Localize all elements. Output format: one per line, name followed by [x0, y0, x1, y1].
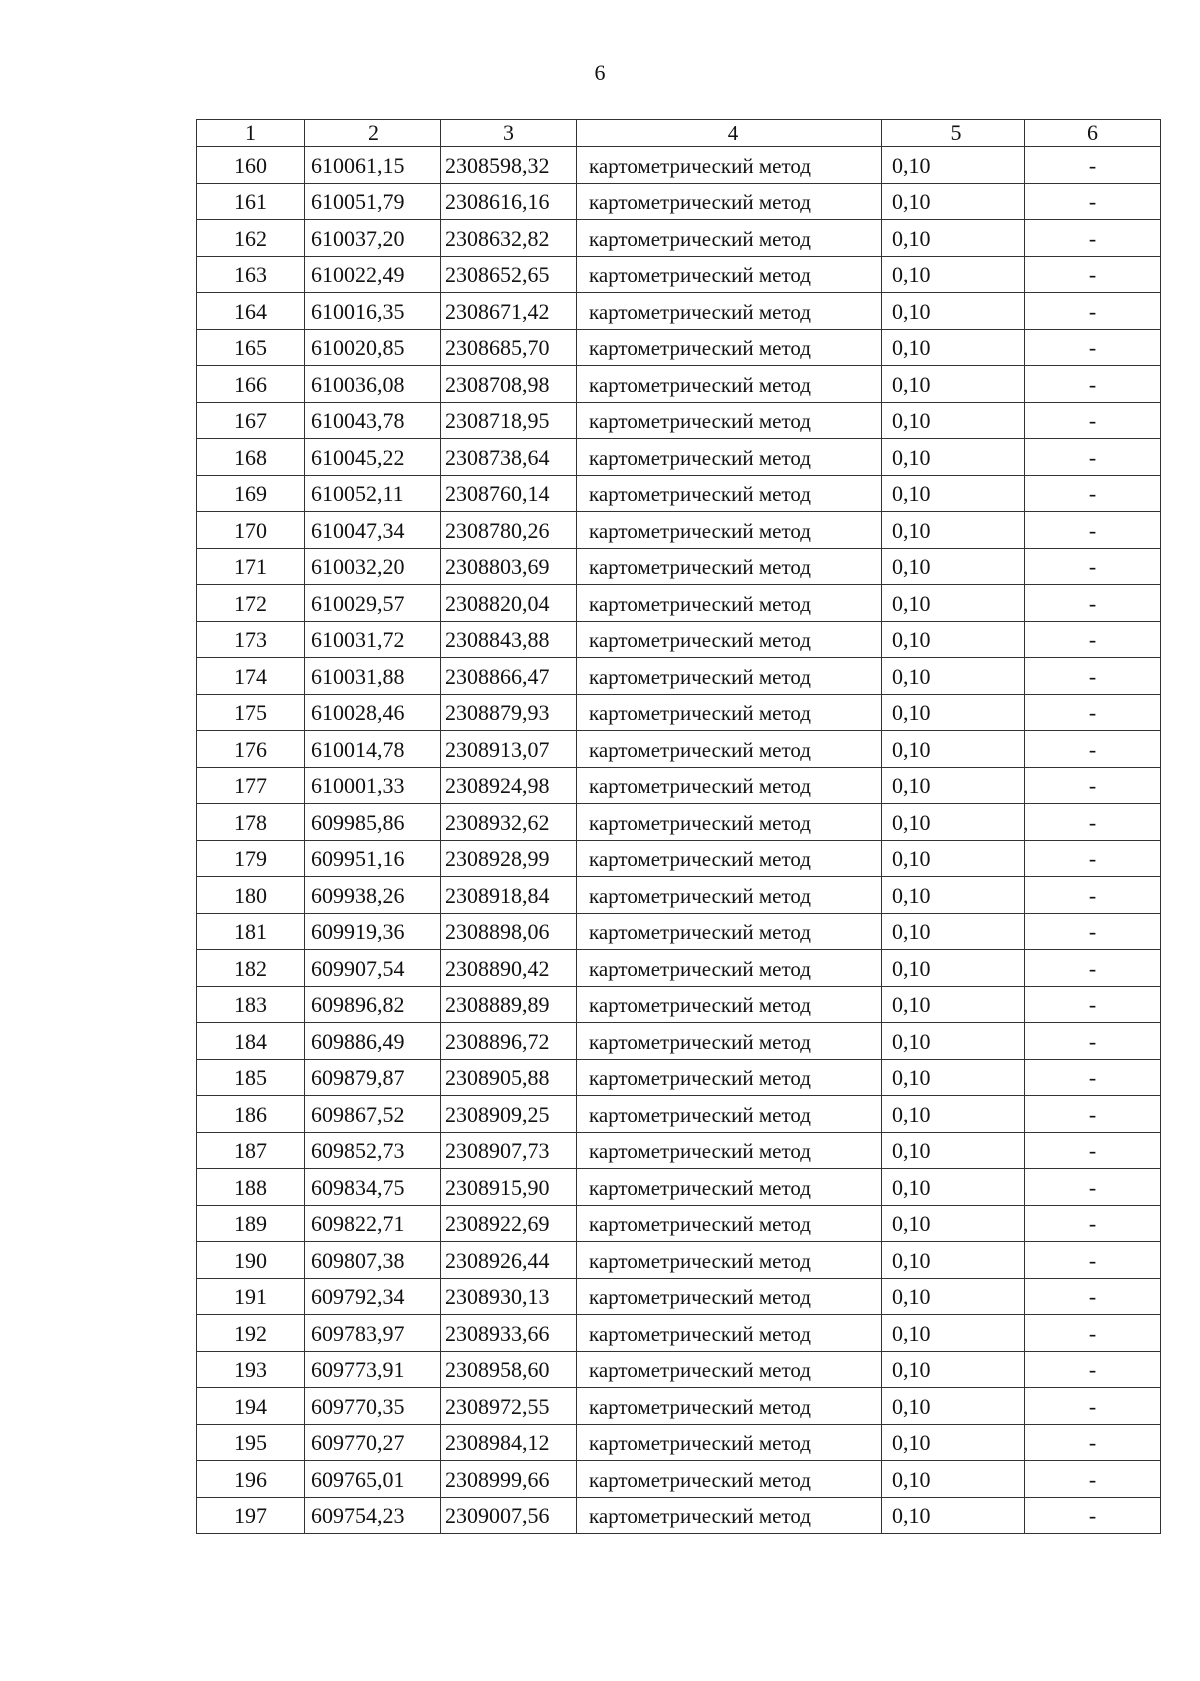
method-cell: картометрический метод — [577, 1424, 882, 1461]
accuracy-cell: 0,10 — [882, 402, 1025, 439]
point-number-cell: 184 — [197, 1023, 305, 1060]
accuracy-cell: 0,10 — [882, 1424, 1025, 1461]
description-cell: - — [1025, 1497, 1161, 1534]
accuracy-cell: 0,10 — [882, 293, 1025, 330]
accuracy-cell: 0,10 — [882, 913, 1025, 950]
method-cell: картометрический метод — [577, 621, 882, 658]
x-coordinate-cell: 609754,23 — [305, 1497, 441, 1534]
accuracy-cell: 0,10 — [882, 804, 1025, 841]
y-coordinate-cell: 2308866,47 — [441, 658, 577, 695]
method-cell: картометрический метод — [577, 1388, 882, 1425]
table-row — [197, 694, 1161, 731]
table-row — [197, 475, 1161, 512]
point-number-cell: 195 — [197, 1424, 305, 1461]
y-coordinate-cell: 2308913,07 — [441, 731, 577, 768]
method-cell: картометрический метод — [577, 402, 882, 439]
method-cell: картометрический метод — [577, 840, 882, 877]
y-coordinate-cell: 2308922,69 — [441, 1205, 577, 1242]
method-cell: картометрический метод — [577, 512, 882, 549]
point-number-cell: 171 — [197, 548, 305, 585]
description-cell: - — [1025, 877, 1161, 914]
point-number-cell: 179 — [197, 840, 305, 877]
x-coordinate-cell: 610051,79 — [305, 183, 441, 220]
description-cell: - — [1025, 621, 1161, 658]
accuracy-cell: 0,10 — [882, 986, 1025, 1023]
y-coordinate-cell: 2308898,06 — [441, 913, 577, 950]
x-coordinate-cell: 610036,08 — [305, 366, 441, 403]
y-coordinate-cell: 2308652,65 — [441, 256, 577, 293]
x-coordinate-cell: 609834,75 — [305, 1169, 441, 1206]
table-row — [197, 329, 1161, 366]
method-cell: картометрический метод — [577, 439, 882, 476]
table-row — [197, 293, 1161, 330]
table-row — [197, 1096, 1161, 1133]
y-coordinate-cell: 2308708,98 — [441, 366, 577, 403]
point-number-cell: 169 — [197, 475, 305, 512]
method-cell: картометрический метод — [577, 950, 882, 987]
x-coordinate-cell: 610020,85 — [305, 329, 441, 366]
point-number-cell: 189 — [197, 1205, 305, 1242]
table-row — [197, 877, 1161, 914]
table-row — [197, 840, 1161, 877]
method-cell: картометрический метод — [577, 1132, 882, 1169]
table-row — [197, 913, 1161, 950]
table-row — [197, 1205, 1161, 1242]
table-row — [197, 658, 1161, 695]
x-coordinate-cell: 609773,91 — [305, 1351, 441, 1388]
y-coordinate-cell: 2308972,55 — [441, 1388, 577, 1425]
y-coordinate-cell: 2308930,13 — [441, 1278, 577, 1315]
method-cell: картометрический метод — [577, 1096, 882, 1133]
x-coordinate-cell: 610052,11 — [305, 475, 441, 512]
y-coordinate-cell: 2308928,99 — [441, 840, 577, 877]
description-cell: - — [1025, 475, 1161, 512]
point-number-cell: 188 — [197, 1169, 305, 1206]
y-coordinate-cell: 2308890,42 — [441, 950, 577, 987]
x-coordinate-cell: 609867,52 — [305, 1096, 441, 1133]
method-cell: картометрический метод — [577, 731, 882, 768]
x-coordinate-cell: 610022,49 — [305, 256, 441, 293]
y-coordinate-cell: 2308999,66 — [441, 1461, 577, 1498]
y-coordinate-cell: 2308924,98 — [441, 767, 577, 804]
point-number-cell: 194 — [197, 1388, 305, 1425]
description-cell: - — [1025, 913, 1161, 950]
point-number-cell: 174 — [197, 658, 305, 695]
y-coordinate-cell: 2308896,72 — [441, 1023, 577, 1060]
point-number-cell: 162 — [197, 220, 305, 257]
point-number-cell: 182 — [197, 950, 305, 987]
accuracy-cell: 0,10 — [882, 366, 1025, 403]
table-row — [197, 1497, 1161, 1534]
accuracy-cell: 0,10 — [882, 1278, 1025, 1315]
method-cell: картометрический метод — [577, 986, 882, 1023]
x-coordinate-cell: 609770,27 — [305, 1424, 441, 1461]
table-header-row — [197, 120, 1161, 147]
x-coordinate-cell: 609822,71 — [305, 1205, 441, 1242]
description-cell: - — [1025, 840, 1161, 877]
description-cell: - — [1025, 439, 1161, 476]
accuracy-cell: 0,10 — [882, 1023, 1025, 1060]
x-coordinate-cell: 609852,73 — [305, 1132, 441, 1169]
description-cell: - — [1025, 694, 1161, 731]
y-coordinate-cell: 2308909,25 — [441, 1096, 577, 1133]
point-number-cell: 161 — [197, 183, 305, 220]
y-coordinate-cell: 2308616,16 — [441, 183, 577, 220]
accuracy-cell: 0,10 — [882, 1242, 1025, 1279]
method-cell: картометрический метод — [577, 475, 882, 512]
x-coordinate-cell: 609792,34 — [305, 1278, 441, 1315]
method-cell: картометрический метод — [577, 1315, 882, 1352]
accuracy-cell: 0,10 — [882, 694, 1025, 731]
point-number-cell: 164 — [197, 293, 305, 330]
x-coordinate-cell: 609938,26 — [305, 877, 441, 914]
y-coordinate-cell: 2308760,14 — [441, 475, 577, 512]
point-number-cell: 185 — [197, 1059, 305, 1096]
method-cell: картометрический метод — [577, 767, 882, 804]
description-cell: - — [1025, 1351, 1161, 1388]
description-cell: - — [1025, 1388, 1161, 1425]
table-row — [197, 621, 1161, 658]
method-cell: картометрический метод — [577, 147, 882, 184]
description-cell: - — [1025, 1278, 1161, 1315]
accuracy-cell: 0,10 — [882, 840, 1025, 877]
y-coordinate-cell: 2308803,69 — [441, 548, 577, 585]
coordinates-table — [196, 119, 1161, 1534]
description-cell: - — [1025, 512, 1161, 549]
method-cell: картометрический метод — [577, 1242, 882, 1279]
accuracy-cell: 0,10 — [882, 439, 1025, 476]
method-cell: картометрический метод — [577, 220, 882, 257]
description-cell: - — [1025, 1461, 1161, 1498]
point-number-cell: 175 — [197, 694, 305, 731]
table-row — [197, 1169, 1161, 1206]
accuracy-cell: 0,10 — [882, 220, 1025, 257]
y-coordinate-cell: 2308843,88 — [441, 621, 577, 658]
x-coordinate-cell: 610028,46 — [305, 694, 441, 731]
method-cell: картометрический метод — [577, 1169, 882, 1206]
y-coordinate-cell: 2308685,70 — [441, 329, 577, 366]
method-cell: картометрический метод — [577, 694, 882, 731]
accuracy-cell: 0,10 — [882, 621, 1025, 658]
point-number-cell: 166 — [197, 366, 305, 403]
table-row — [197, 1461, 1161, 1498]
point-number-cell: 165 — [197, 329, 305, 366]
table-row — [197, 986, 1161, 1023]
description-cell: - — [1025, 256, 1161, 293]
description-cell: - — [1025, 147, 1161, 184]
description-cell: - — [1025, 731, 1161, 768]
x-coordinate-cell: 610061,15 — [305, 147, 441, 184]
description-cell: - — [1025, 658, 1161, 695]
table-row — [197, 548, 1161, 585]
y-coordinate-cell: 2308932,62 — [441, 804, 577, 841]
x-coordinate-cell: 609765,01 — [305, 1461, 441, 1498]
y-coordinate-cell: 2308907,73 — [441, 1132, 577, 1169]
method-cell: картометрический метод — [577, 1497, 882, 1534]
point-number-cell: 183 — [197, 986, 305, 1023]
method-cell: картометрический метод — [577, 1278, 882, 1315]
x-coordinate-cell: 609886,49 — [305, 1023, 441, 1060]
y-coordinate-cell: 2308933,66 — [441, 1315, 577, 1352]
table-row — [197, 439, 1161, 476]
description-cell: - — [1025, 402, 1161, 439]
header-cell-4: 4 — [577, 120, 882, 147]
table-row — [197, 1424, 1161, 1461]
table-row — [197, 585, 1161, 622]
method-cell: картометрический метод — [577, 366, 882, 403]
method-cell: картометрический метод — [577, 183, 882, 220]
y-coordinate-cell: 2308918,84 — [441, 877, 577, 914]
method-cell: картометрический метод — [577, 877, 882, 914]
description-cell: - — [1025, 585, 1161, 622]
method-cell: картометрический метод — [577, 1351, 882, 1388]
header-cell-1: 1 — [197, 120, 305, 147]
x-coordinate-cell: 609985,86 — [305, 804, 441, 841]
x-coordinate-cell: 609907,54 — [305, 950, 441, 987]
x-coordinate-cell: 609807,38 — [305, 1242, 441, 1279]
point-number-cell: 192 — [197, 1315, 305, 1352]
point-number-cell: 196 — [197, 1461, 305, 1498]
point-number-cell: 193 — [197, 1351, 305, 1388]
table-row — [197, 767, 1161, 804]
accuracy-cell: 0,10 — [882, 1461, 1025, 1498]
point-number-cell: 180 — [197, 877, 305, 914]
header-cell-2: 2 — [305, 120, 441, 147]
table-row — [197, 1023, 1161, 1060]
accuracy-cell: 0,10 — [882, 1315, 1025, 1352]
description-cell: - — [1025, 950, 1161, 987]
point-number-cell: 187 — [197, 1132, 305, 1169]
accuracy-cell: 0,10 — [882, 1132, 1025, 1169]
table-row — [197, 1132, 1161, 1169]
y-coordinate-cell: 2308958,60 — [441, 1351, 577, 1388]
x-coordinate-cell: 610031,72 — [305, 621, 441, 658]
x-coordinate-cell: 609951,16 — [305, 840, 441, 877]
point-number-cell: 167 — [197, 402, 305, 439]
y-coordinate-cell: 2308915,90 — [441, 1169, 577, 1206]
description-cell: - — [1025, 986, 1161, 1023]
y-coordinate-cell: 2308905,88 — [441, 1059, 577, 1096]
point-number-cell: 172 — [197, 585, 305, 622]
accuracy-cell: 0,10 — [882, 512, 1025, 549]
method-cell: картометрический метод — [577, 256, 882, 293]
y-coordinate-cell: 2308632,82 — [441, 220, 577, 257]
accuracy-cell: 0,10 — [882, 147, 1025, 184]
x-coordinate-cell: 610037,20 — [305, 220, 441, 257]
table-row — [197, 950, 1161, 987]
method-cell: картометрический метод — [577, 1205, 882, 1242]
x-coordinate-cell: 610043,78 — [305, 402, 441, 439]
description-cell: - — [1025, 1315, 1161, 1352]
y-coordinate-cell: 2308780,26 — [441, 512, 577, 549]
x-coordinate-cell: 609879,87 — [305, 1059, 441, 1096]
description-cell: - — [1025, 1205, 1161, 1242]
accuracy-cell: 0,10 — [882, 183, 1025, 220]
x-coordinate-cell: 609919,36 — [305, 913, 441, 950]
accuracy-cell: 0,10 — [882, 950, 1025, 987]
description-cell: - — [1025, 1059, 1161, 1096]
method-cell: картометрический метод — [577, 658, 882, 695]
y-coordinate-cell: 2308889,89 — [441, 986, 577, 1023]
method-cell: картометрический метод — [577, 1059, 882, 1096]
table-row — [197, 1059, 1161, 1096]
method-cell: картометрический метод — [577, 1461, 882, 1498]
description-cell: - — [1025, 1424, 1161, 1461]
method-cell: картометрический метод — [577, 293, 882, 330]
point-number-cell: 173 — [197, 621, 305, 658]
description-cell: - — [1025, 1023, 1161, 1060]
header-cell-6: 6 — [1025, 120, 1161, 147]
accuracy-cell: 0,10 — [882, 1351, 1025, 1388]
accuracy-cell: 0,10 — [882, 877, 1025, 914]
x-coordinate-cell: 610047,34 — [305, 512, 441, 549]
point-number-cell: 170 — [197, 512, 305, 549]
method-cell: картометрический метод — [577, 585, 882, 622]
point-number-cell: 186 — [197, 1096, 305, 1133]
accuracy-cell: 0,10 — [882, 256, 1025, 293]
y-coordinate-cell: 2308598,32 — [441, 147, 577, 184]
y-coordinate-cell: 2308820,04 — [441, 585, 577, 622]
method-cell: картометрический метод — [577, 1023, 882, 1060]
point-number-cell: 197 — [197, 1497, 305, 1534]
accuracy-cell: 0,10 — [882, 1096, 1025, 1133]
accuracy-cell: 0,10 — [882, 475, 1025, 512]
point-number-cell: 160 — [197, 147, 305, 184]
description-cell: - — [1025, 804, 1161, 841]
description-cell: - — [1025, 1132, 1161, 1169]
table-row — [197, 1278, 1161, 1315]
table-row — [197, 183, 1161, 220]
accuracy-cell: 0,10 — [882, 767, 1025, 804]
table-row — [197, 256, 1161, 293]
accuracy-cell: 0,10 — [882, 731, 1025, 768]
description-cell: - — [1025, 329, 1161, 366]
description-cell: - — [1025, 1242, 1161, 1279]
method-cell: картометрический метод — [577, 548, 882, 585]
x-coordinate-cell: 609896,82 — [305, 986, 441, 1023]
description-cell: - — [1025, 548, 1161, 585]
point-number-cell: 191 — [197, 1278, 305, 1315]
point-number-cell: 178 — [197, 804, 305, 841]
header-cell-5: 5 — [882, 120, 1025, 147]
y-coordinate-cell: 2308738,64 — [441, 439, 577, 476]
y-coordinate-cell: 2308926,44 — [441, 1242, 577, 1279]
description-cell: - — [1025, 183, 1161, 220]
header-cell-3: 3 — [441, 120, 577, 147]
table-row — [197, 731, 1161, 768]
table-row — [197, 366, 1161, 403]
table-row — [197, 512, 1161, 549]
table-row — [197, 147, 1161, 184]
point-number-cell: 181 — [197, 913, 305, 950]
accuracy-cell: 0,10 — [882, 1059, 1025, 1096]
y-coordinate-cell: 2308671,42 — [441, 293, 577, 330]
y-coordinate-cell: 2308718,95 — [441, 402, 577, 439]
table-row — [197, 1242, 1161, 1279]
x-coordinate-cell: 609770,35 — [305, 1388, 441, 1425]
y-coordinate-cell: 2308984,12 — [441, 1424, 577, 1461]
x-coordinate-cell: 610016,35 — [305, 293, 441, 330]
x-coordinate-cell: 609783,97 — [305, 1315, 441, 1352]
x-coordinate-cell: 610001,33 — [305, 767, 441, 804]
table-row — [197, 1315, 1161, 1352]
point-number-cell: 168 — [197, 439, 305, 476]
table-row — [197, 402, 1161, 439]
x-coordinate-cell: 610029,57 — [305, 585, 441, 622]
table-row — [197, 804, 1161, 841]
x-coordinate-cell: 610031,88 — [305, 658, 441, 695]
x-coordinate-cell: 610014,78 — [305, 731, 441, 768]
point-number-cell: 176 — [197, 731, 305, 768]
page-number: 6 — [594, 60, 606, 85]
accuracy-cell: 0,10 — [882, 1497, 1025, 1534]
accuracy-cell: 0,10 — [882, 1205, 1025, 1242]
x-coordinate-cell: 610045,22 — [305, 439, 441, 476]
accuracy-cell: 0,10 — [882, 1169, 1025, 1206]
accuracy-cell: 0,10 — [882, 658, 1025, 695]
accuracy-cell: 0,10 — [882, 1388, 1025, 1425]
accuracy-cell: 0,10 — [882, 548, 1025, 585]
description-cell: - — [1025, 366, 1161, 403]
description-cell: - — [1025, 293, 1161, 330]
accuracy-cell: 0,10 — [882, 585, 1025, 622]
y-coordinate-cell: 2308879,93 — [441, 694, 577, 731]
point-number-cell: 163 — [197, 256, 305, 293]
point-number-cell: 190 — [197, 1242, 305, 1279]
accuracy-cell: 0,10 — [882, 329, 1025, 366]
description-cell: - — [1025, 220, 1161, 257]
description-cell: - — [1025, 1169, 1161, 1206]
x-coordinate-cell: 610032,20 — [305, 548, 441, 585]
description-cell: - — [1025, 1096, 1161, 1133]
method-cell: картометрический метод — [577, 804, 882, 841]
y-coordinate-cell: 2309007,56 — [441, 1497, 577, 1534]
table-row — [197, 1351, 1161, 1388]
method-cell: картометрический метод — [577, 329, 882, 366]
table-row — [197, 1388, 1161, 1425]
table-row — [197, 220, 1161, 257]
method-cell: картометрический метод — [577, 913, 882, 950]
description-cell: - — [1025, 767, 1161, 804]
point-number-cell: 177 — [197, 767, 305, 804]
table-body — [197, 120, 1161, 1534]
